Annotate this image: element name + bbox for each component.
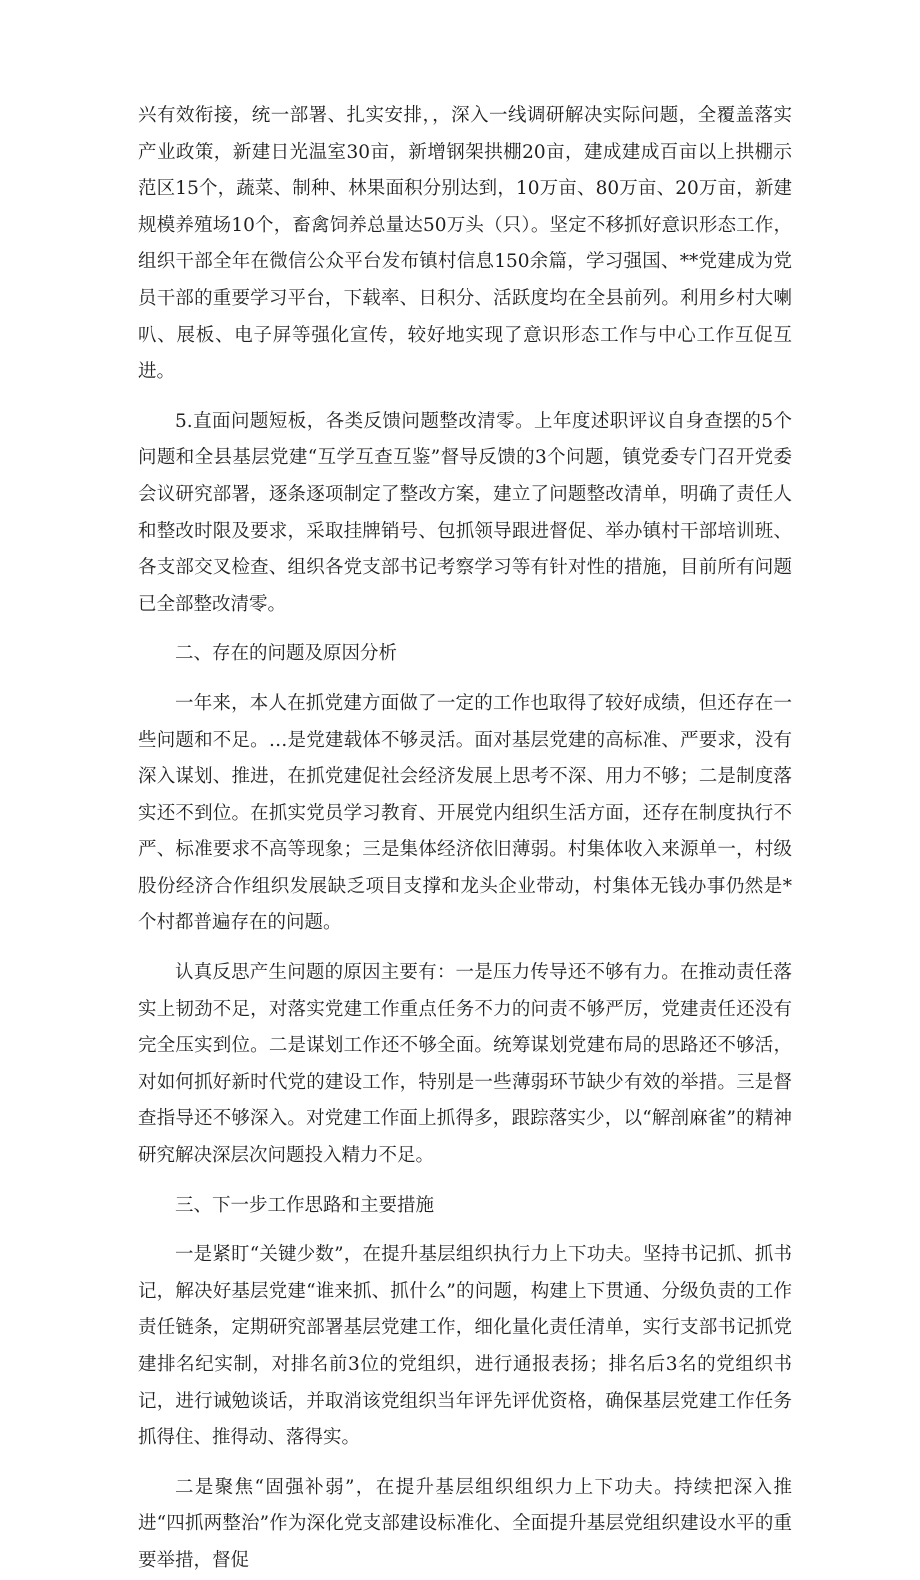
paragraph-strengthen-weak: 二是聚焦“固强补弱”，在提升基层组织组织力上下功夫。持续把深入推进“四抓两整治”作为深化党支部建设标准化、全面提升基层党组织建设水平的重要举措，督促: [138, 1476, 792, 1571]
section-heading-next-steps: 三、下一步工作思路和主要措施: [175, 1194, 435, 1216]
paragraph-key-minority: 一是紧盯“关键少数”，在提升基层组织执行力上下功夫。坚持书记抓、抓书记，解决好基层党建“谁来抓、抓什么”的问题，构建上下贯通、分级负责的工作责任链条，定期研究部署基层党建工作，细化量化责任清单，实行支部书记抓党建排名纪实制，对排名前3位的党组织，进行通报表扬；排名后3名的党组织书记，进行诫勉谈话，并取消该党组织当年评先评优资格，确保基层党建工作任务抓得住、推得动、落得实。: [138, 1244, 792, 1449]
section-heading-problems: 二、存在的问题及原因分析: [175, 643, 398, 665]
paragraph-problem-rectification: 5.直面问题短板，各类反馈问题整改清零。上年度述职评议自身查摆的5个问题和全县基层党建“互学互查互鉴”督导反馈的3个问题，镇党委专门召开党委会议研究部署，逐条逐项制定了整改方案，建立了问题整改清单，明确了责任人和整改时限及要求，采取挂牌销号、包抓领导跟进督促、举办镇村干部培训班、各支部交叉检查、组织各党支部书记考察学习等有针对性的措施，目前所有问题已全部整改清零。: [138, 410, 792, 615]
paragraph-industry-policy: 兴有效衔接，统一部署、扎实安排，，深入一线调研解决实际问题，全覆盖落实产业政策，新建日光温室30亩，新增钢架拱棚20亩，建成建成百亩以上拱棚示范区15个，蔬菜、制种、林果面积分别达到，10万亩、80万亩、20万亩，新建规模养殖场10个，畜禽饲养总量达50万头（只）。坚定不移抓好意识形态工作，组织干部全年在微信公众平台发布镇村信息150余篇，学习强国、**党建成为党员干部的重要学习平台，下载率、日积分、活跃度均在全县前列。利用乡村大喇叭、展板、电子屏等强化宣传，较好地实现了意识形态工作与中心工作互促互进。: [138, 105, 792, 383]
paragraph-cause-analysis: 认真反思产生问题的原因主要有：一是压力传导还不够有力。在推动责任落实上韧劲不足，对落实党建工作重点任务不力的问责不够严厉，党建责任还没有完全压实到位。二是谋划工作还不够全面。统筹谋划党建布局的思路还不够活，对如何抓好新时代党的建设工作，特别是一些薄弱环节缺少有效的举措。三是督查指导还不够深入。对党建工作面上抓得多，跟踪落实少，以“解剖麻雀”的精神研究解决深层次问题投入精力不足。: [138, 962, 792, 1167]
document-body: [138, 98, 792, 1580]
paragraph-problems-list: 一年来，本人在抓党建方面做了一定的工作也取得了较好成绩，但还存在一些问题和不足。…是党建载体不够灵活。面对基层党建的高标准、严要求，没有深入谋划、推进，在抓党建促社会经济发展上思考不深、用力不够；二是制度落实还不到位。在抓实党员学习教育、开展党内组织生活方面，还存在制度执行不严、标准要求不高等现象；三是集体经济依旧薄弱。村集体收入来源单一，村级股份经济合作组织发展缺乏项目支撑和龙头企业带动，村集体无钱办事仍然是*个村都普遍存在的问题。: [138, 692, 792, 934]
